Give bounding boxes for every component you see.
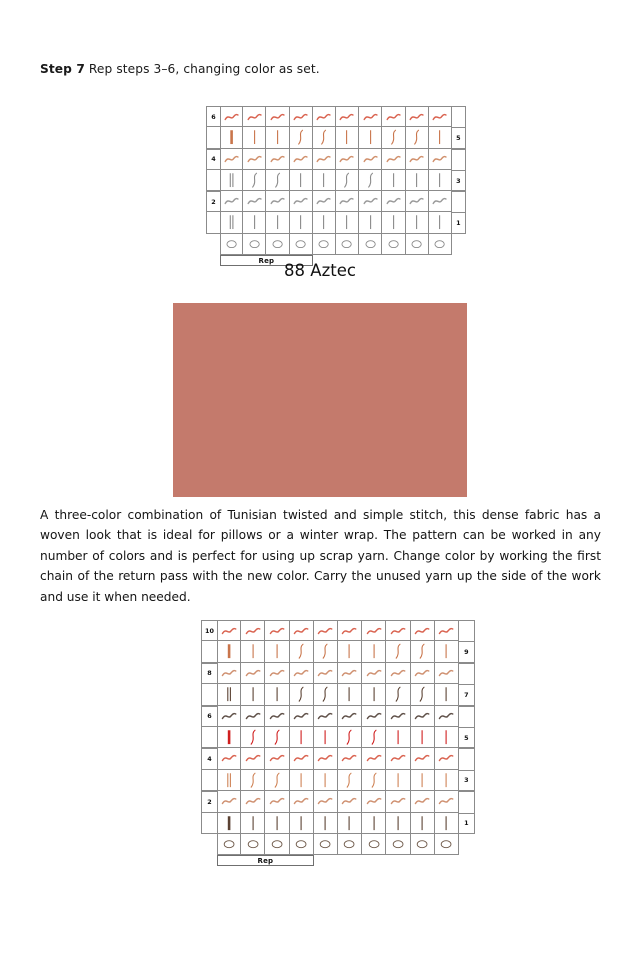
- chart-cell-wave: [382, 191, 405, 212]
- chart-cell-wave: [290, 791, 314, 812]
- row-number-right: 1: [452, 212, 466, 233]
- chart-cell-wave: [314, 706, 338, 727]
- chart-cell-bar: [243, 127, 266, 148]
- chart-cell-chain: [265, 834, 289, 855]
- rep-bracket: Rep: [220, 255, 313, 266]
- chart-cell-wave: [290, 706, 314, 727]
- chart-cell-bar: [290, 727, 314, 748]
- chart-cell-bar: [382, 212, 405, 233]
- chart-cell-twist: [411, 684, 435, 705]
- chart-cell-bar: [362, 684, 386, 705]
- chart-cell-twist: [290, 684, 314, 705]
- chart-cell-bar: [411, 727, 435, 748]
- chart-cell-bar: [406, 170, 429, 191]
- chart-cell-chain: [290, 234, 313, 255]
- row-number-right: 3: [452, 170, 466, 191]
- chart-row: [206, 170, 466, 191]
- chart-row-cells: [217, 706, 459, 727]
- step-label: Step 7: [40, 62, 85, 76]
- chart-cell-wave: [362, 706, 386, 727]
- chart-cell-chain: [406, 234, 429, 255]
- chart-cell-chain: [359, 234, 382, 255]
- chart-cell-bar: [411, 770, 435, 791]
- chart-row-cells: [217, 641, 459, 662]
- chart-cell-wave: [313, 191, 336, 212]
- chart-row: [206, 149, 466, 170]
- row-number-spacer: [201, 727, 217, 748]
- chart-cell-twist: [265, 770, 289, 791]
- chart-row-cells: [217, 813, 459, 834]
- chart-cell-wave: [217, 663, 241, 684]
- chart-cell-wave: [386, 663, 410, 684]
- row-number-left: 6: [201, 706, 217, 727]
- chart-cell-chain: [243, 234, 266, 255]
- chart-cell-wave: [429, 191, 452, 212]
- chart-cell-bar: [435, 727, 459, 748]
- chart-row: [201, 770, 475, 791]
- chart-cell-wave: [243, 106, 266, 127]
- chart-grid: [201, 620, 475, 865]
- chart-cell-wave: [411, 791, 435, 812]
- chart-row: [206, 234, 466, 255]
- row-number-left: 10: [201, 620, 217, 641]
- chart-cell-wave: [290, 191, 313, 212]
- chart-cell-wave: [411, 706, 435, 727]
- chart-cell-twist: [386, 684, 410, 705]
- chart-cell-chain: [362, 834, 386, 855]
- chart-cell-twist: [241, 727, 265, 748]
- chart-cell-bar: [362, 813, 386, 834]
- chart-row-cells: [220, 106, 452, 127]
- chart-cell-chain: [336, 234, 359, 255]
- row-number-right: 7: [459, 684, 475, 705]
- chart-cell-double: [220, 212, 243, 233]
- chart-cell-wave: [265, 706, 289, 727]
- chart-row: [201, 706, 475, 727]
- chart-cell-wave: [382, 149, 405, 170]
- chart-cell-wave: [435, 706, 459, 727]
- chart-cell-bar: [386, 813, 410, 834]
- row-number-spacer: [452, 191, 466, 212]
- chart-cell-wave: [406, 191, 429, 212]
- chart-cell-chain: [313, 234, 336, 255]
- chart-cell-wave: [265, 663, 289, 684]
- row-number-spacer: [201, 834, 217, 855]
- chart-cell-wave: [266, 149, 289, 170]
- chart-cell-wave: [411, 748, 435, 769]
- chart-cell-twist: [313, 127, 336, 148]
- page-title: 88 Aztec: [284, 261, 356, 280]
- chart-cell-wave: [217, 748, 241, 769]
- chart-cell-wave: [336, 149, 359, 170]
- chart-cell-wave: [362, 748, 386, 769]
- row-number-right: 5: [459, 727, 475, 748]
- chart-cell-chain: [411, 834, 435, 855]
- chart-cell-bar: [429, 127, 452, 148]
- chart-cell-wave: [220, 149, 243, 170]
- row-number-spacer: [206, 234, 220, 255]
- chart-row-cells: [220, 191, 452, 212]
- chart-cell-twist: [338, 727, 362, 748]
- chart-row-cells: [220, 170, 452, 191]
- chart-cell-bar: [266, 127, 289, 148]
- chart-row-cells: [217, 791, 459, 812]
- step-instruction: [40, 61, 600, 78]
- chart-row-cells: [217, 620, 459, 641]
- chart-row: [201, 834, 475, 855]
- chart-cell-bar: [313, 212, 336, 233]
- rep-bracket: Rep: [217, 855, 314, 866]
- row-number-left: 2: [206, 191, 220, 212]
- chart-row: [201, 684, 475, 705]
- chart-cell-twist: [241, 770, 265, 791]
- chart-cell-chain: [386, 834, 410, 855]
- chart-cell-wave: [290, 149, 313, 170]
- chart-cell-wave: [382, 106, 405, 127]
- chart-cell-bar: [435, 813, 459, 834]
- chart-cell-twist: [411, 641, 435, 662]
- chart-row-cells: [217, 727, 459, 748]
- chart-cell-wave: [217, 620, 241, 641]
- chart-cell-bar: [336, 212, 359, 233]
- chart-cell-twist: [243, 170, 266, 191]
- chart-cell-chain: [382, 234, 405, 255]
- chart-cell-bar: [429, 212, 452, 233]
- chart-row-cells: [217, 834, 459, 855]
- chart-cell-double: [220, 170, 243, 191]
- chart-cell-bar: [338, 641, 362, 662]
- chart-cell-wave: [359, 106, 382, 127]
- chart-cell-bar: [386, 727, 410, 748]
- row-number-spacer: [452, 149, 466, 170]
- chart-cell-bar: [313, 170, 336, 191]
- chart-cell-double: [217, 770, 241, 791]
- row-number-left: 4: [201, 748, 217, 769]
- chart-cell-wave: [241, 706, 265, 727]
- row-number-right: 1: [459, 813, 475, 834]
- chart-cell-twist: [336, 170, 359, 191]
- chart-cell-twist: [314, 684, 338, 705]
- chart-cell-bar: [382, 170, 405, 191]
- chart-cell-bar: [359, 127, 382, 148]
- chart-cell-chain: [220, 234, 243, 255]
- row-number-spacer: [459, 791, 475, 812]
- chart-cell-wave: [266, 106, 289, 127]
- chart-cell-wave: [338, 791, 362, 812]
- chart-cell-wave: [313, 149, 336, 170]
- row-number-spacer: [459, 620, 475, 641]
- chart-cell-bar: [265, 684, 289, 705]
- chart-cell-thick: [220, 127, 243, 148]
- chart-cell-twist: [362, 770, 386, 791]
- chart-row: [201, 813, 475, 834]
- chart-row-cells: [220, 212, 452, 233]
- row-number-spacer: [459, 663, 475, 684]
- stitch-chart-top: [206, 106, 466, 265]
- chart-cell-wave: [386, 706, 410, 727]
- row-number-left: 4: [206, 149, 220, 170]
- chart-cell-bar: [429, 170, 452, 191]
- chart-cell-wave: [386, 748, 410, 769]
- chart-cell-bar: [338, 813, 362, 834]
- chart-grid: [206, 106, 466, 265]
- chart-cell-bar: [314, 727, 338, 748]
- chart-cell-wave: [362, 663, 386, 684]
- chart-cell-bar: [435, 641, 459, 662]
- chart-cell-bar: [411, 813, 435, 834]
- row-number-spacer: [201, 684, 217, 705]
- row-number-spacer: [459, 748, 475, 769]
- row-number-spacer: [206, 170, 220, 191]
- chart-row: [201, 791, 475, 812]
- chart-row-cells: [217, 748, 459, 769]
- chart-cell-wave: [435, 620, 459, 641]
- chart-cell-bar: [241, 641, 265, 662]
- chart-cell-wave: [435, 663, 459, 684]
- chart-cell-bar: [241, 813, 265, 834]
- chart-cell-wave: [362, 620, 386, 641]
- chart-cell-wave: [243, 149, 266, 170]
- chart-cell-bar: [290, 813, 314, 834]
- step-text: Rep steps 3–6, changing color as set.: [84, 62, 320, 76]
- stitch-chart-bottom: [201, 620, 475, 865]
- chart-cell-twist: [265, 727, 289, 748]
- chart-row: [201, 641, 475, 662]
- chart-cell-chain: [266, 234, 289, 255]
- chart-row: [201, 727, 475, 748]
- row-number-spacer: [201, 641, 217, 662]
- chart-row: [201, 620, 475, 641]
- chart-row: [201, 663, 475, 684]
- row-number-spacer: [206, 127, 220, 148]
- chart-cell-chain: [314, 834, 338, 855]
- chart-cell-wave: [411, 620, 435, 641]
- chart-cell-wave: [406, 106, 429, 127]
- chart-cell-wave: [265, 791, 289, 812]
- chart-cell-wave: [243, 191, 266, 212]
- chart-cell-wave: [241, 663, 265, 684]
- chart-row: [206, 106, 466, 127]
- chart-row-cells: [220, 149, 452, 170]
- chart-cell-wave: [429, 149, 452, 170]
- row-number-spacer: [459, 706, 475, 727]
- chart-cell-chain: [241, 834, 265, 855]
- chart-cell-wave: [314, 748, 338, 769]
- chart-cell-bar: [290, 770, 314, 791]
- chart-cell-wave: [314, 620, 338, 641]
- chart-cell-twist: [266, 170, 289, 191]
- chart-cell-twist: [290, 127, 313, 148]
- chart-cell-bar: [362, 641, 386, 662]
- row-number-spacer: [206, 212, 220, 233]
- chart-cell-bar: [406, 212, 429, 233]
- chart-cell-wave: [241, 791, 265, 812]
- chart-cell-wave: [429, 106, 452, 127]
- chart-cell-bar: [290, 170, 313, 191]
- chart-cell-wave: [290, 748, 314, 769]
- chart-cell-wave: [217, 706, 241, 727]
- chart-cell-chain: [429, 234, 452, 255]
- chart-cell-bar: [338, 684, 362, 705]
- chart-cell-wave: [314, 791, 338, 812]
- chart-cell-wave: [406, 149, 429, 170]
- chart-cell-wave: [435, 748, 459, 769]
- chart-cell-thick: [217, 727, 241, 748]
- chart-cell-twist: [406, 127, 429, 148]
- row-number-spacer: [201, 770, 217, 791]
- chart-cell-twist: [338, 770, 362, 791]
- chart-cell-wave: [338, 748, 362, 769]
- chart-cell-wave: [220, 191, 243, 212]
- row-number-spacer: [452, 106, 466, 127]
- chart-cell-wave: [266, 191, 289, 212]
- chart-cell-wave: [241, 620, 265, 641]
- swatch-photo: [173, 303, 467, 497]
- chart-cell-wave: [290, 663, 314, 684]
- chart-cell-bar: [265, 641, 289, 662]
- chart-row-cells: [220, 127, 452, 148]
- pattern-description: A three-color combination of Tunisian twisted and simple stitch, this dense fabric has a woven look that is ideal for pillows or a winter wrap. The pattern can be worked in any number of colors and is perfect for using up scrap yarn. Change color by working the first chain of the return pass with the new color. Carry the unused yarn up the side of the work and use it when needed.: [40, 508, 601, 604]
- chart-cell-wave: [290, 620, 314, 641]
- chart-cell-wave: [435, 791, 459, 812]
- chart-cell-bar: [290, 212, 313, 233]
- row-number-spacer: [459, 834, 475, 855]
- chart-cell-wave: [411, 663, 435, 684]
- chart-row: [206, 212, 466, 233]
- chart-cell-bar: [314, 813, 338, 834]
- chart-cell-twist: [382, 127, 405, 148]
- chart-cell-wave: [313, 106, 336, 127]
- chart-cell-chain: [217, 834, 241, 855]
- chart-row: [206, 127, 466, 148]
- chart-cell-wave: [338, 663, 362, 684]
- chart-cell-bar: [266, 212, 289, 233]
- chart-cell-wave: [336, 191, 359, 212]
- chart-cell-twist: [386, 641, 410, 662]
- chart-cell-wave: [359, 191, 382, 212]
- chart-row-cells: [217, 663, 459, 684]
- chart-cell-wave: [290, 106, 313, 127]
- swatch-canvas: [173, 303, 467, 497]
- row-number-left: 8: [201, 663, 217, 684]
- chart-cell-wave: [265, 748, 289, 769]
- chart-row-cells: [217, 684, 459, 705]
- chart-cell-bar: [359, 212, 382, 233]
- chart-cell-chain: [435, 834, 459, 855]
- chart-cell-wave: [359, 149, 382, 170]
- row-number-spacer: [201, 813, 217, 834]
- chart-cell-twist: [359, 170, 382, 191]
- chart-cell-double: [217, 684, 241, 705]
- row-number-right: 3: [459, 770, 475, 791]
- chart-cell-bar: [435, 770, 459, 791]
- chart-row: [201, 748, 475, 769]
- chart-cell-bar: [243, 212, 266, 233]
- row-number-left: 2: [201, 791, 217, 812]
- chart-cell-bar: [314, 770, 338, 791]
- chart-cell-chain: [338, 834, 362, 855]
- chart-row: [206, 191, 466, 212]
- chart-row-cells: [220, 234, 452, 255]
- chart-cell-wave: [220, 106, 243, 127]
- chart-cell-bar: [265, 813, 289, 834]
- chart-cell-wave: [386, 620, 410, 641]
- chart-cell-chain: [290, 834, 314, 855]
- chart-cell-wave: [336, 106, 359, 127]
- chart-cell-wave: [314, 663, 338, 684]
- chart-cell-bar: [336, 127, 359, 148]
- chart-cell-wave: [217, 791, 241, 812]
- chart-cell-wave: [265, 620, 289, 641]
- chart-cell-wave: [338, 620, 362, 641]
- row-number-left: 6: [206, 106, 220, 127]
- row-number-right: 9: [459, 641, 475, 662]
- chart-cell-thick: [217, 641, 241, 662]
- chart-cell-twist: [314, 641, 338, 662]
- chart-cell-bar: [386, 770, 410, 791]
- chart-cell-thick: [217, 813, 241, 834]
- row-number-spacer: [452, 234, 466, 255]
- chart-cell-twist: [362, 727, 386, 748]
- chart-cell-bar: [435, 684, 459, 705]
- chart-row-cells: [217, 770, 459, 791]
- row-number-right: 5: [452, 127, 466, 148]
- chart-cell-wave: [338, 706, 362, 727]
- chart-cell-wave: [362, 791, 386, 812]
- chart-cell-bar: [241, 684, 265, 705]
- chart-cell-wave: [386, 791, 410, 812]
- chart-cell-twist: [290, 641, 314, 662]
- chart-cell-wave: [241, 748, 265, 769]
